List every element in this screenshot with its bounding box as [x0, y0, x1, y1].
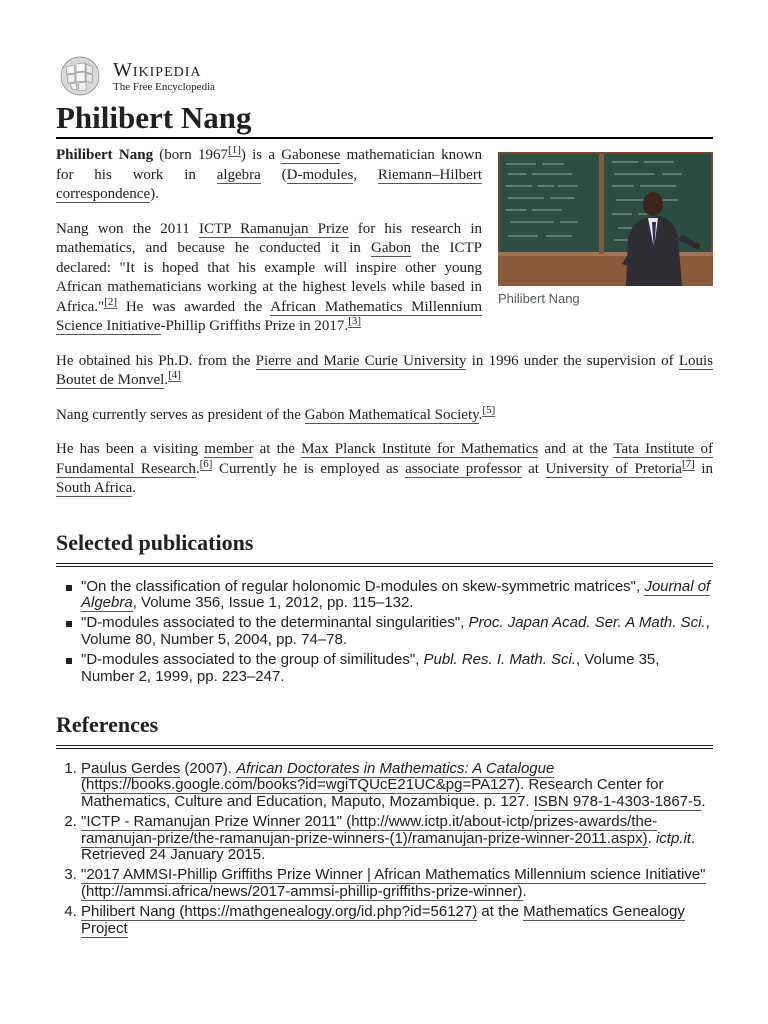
university-of-pretoria-link[interactable]: University of Pretoria [545, 460, 682, 477]
tata-institute-link[interactable]: Tata Institute of Fundamental Research [56, 441, 714, 477]
ref-url: (https://books.google.com/books?id=wgiTQUcE21UC&pg=PA127) [81, 776, 521, 794]
text: (2007). [180, 759, 237, 777]
reference-item [81, 867, 713, 900]
text: ) is a [240, 147, 282, 163]
text: Nang won the 2011 [56, 220, 199, 237]
pub-journal: Proc. Japan Acad. Ser. A Math. Sci. [468, 614, 706, 632]
gabon-link[interactable]: Gabon [371, 240, 412, 256]
riemann-hilbert-link[interactable]: Riemann–Hilbert correspondence [56, 166, 482, 202]
text: mathematician known for his work in [56, 147, 482, 183]
citation-4-link[interactable]: [4] [168, 369, 181, 381]
ictp-ref-link[interactable]: "ICTP - Ramanujan Prize Winner 2011" (http://www.ictp.it/about-ictp/prizes-awards/the-ramanujan-prize/the-ramanujan-prize-winners-(1)/ramanujan-prize-winner-2011.aspx) [81, 813, 658, 847]
ref-author-link[interactable]: Paulus Gerdes [81, 759, 181, 777]
text: ). [150, 186, 159, 202]
ictp-ramanujan-prize-link[interactable]: ICTP Ramanujan Prize [198, 220, 349, 237]
text: . [647, 829, 656, 847]
article [56, 54, 713, 941]
isbn-link[interactable]: 978-1-4303-1867-5 [568, 792, 702, 810]
south-africa-link[interactable]: South Africa [56, 480, 133, 496]
text: -Phillip Griffiths Prize in 2017. [160, 318, 349, 334]
society-paragraph [56, 403, 713, 426]
citation-6-link[interactable]: [6] [199, 457, 213, 470]
text: for his research in mathematics, and because he conducted it in [56, 220, 482, 256]
text: at the [477, 903, 524, 921]
reference-item [81, 814, 713, 863]
text: ( [260, 166, 287, 183]
text: . [478, 406, 483, 423]
d-modules-link[interactable]: D-modules [286, 166, 354, 183]
ref-book-title: African Doctorates in Mathematics: A Catalogue [236, 759, 555, 777]
list-item [81, 615, 713, 648]
pierre-marie-curie-link[interactable]: Pierre and Marie Curie University [255, 352, 467, 369]
publications-list [56, 579, 713, 685]
reference-item [81, 761, 713, 810]
max-planck-link[interactable]: Max Planck Institute for Mathematics [301, 441, 539, 457]
bullet-icon [66, 585, 72, 591]
figure-caption: Philibert Nang [498, 291, 580, 306]
reference-item [81, 904, 713, 937]
page-title: Philibert Nang [56, 100, 713, 139]
pub-journal: Publ. Res. I. Math. Sci. [423, 651, 577, 669]
subject-name: Philibert Nang [56, 147, 154, 163]
text: . Retrieved 24 January 2015. [81, 829, 696, 863]
wordmark-tagline: The Free Encyclopedia [113, 80, 216, 93]
list-item [81, 652, 713, 685]
text: . [132, 480, 136, 496]
ammsi-ref-link[interactable]: "2017 AMMSI-Phillip Griffiths Prize Winner | African Mathematics Millennium science Initiative" (http://ammsi.africa/news/2017-ammsi-phillip-griffiths-prize-winner) [81, 866, 706, 900]
text: , [353, 166, 378, 183]
section-heading-references: References [56, 711, 713, 749]
text: . [522, 882, 527, 900]
pub-title: "On the classification of regular holonomic D-modules on skew-symmetric matrices", [81, 577, 645, 595]
mathgenealogy-ref-link[interactable]: Philibert Nang (https://mathgenealogy.org/id.php?id=56127) [81, 903, 478, 921]
text: Currently he is employed as [212, 460, 406, 477]
bullet-icon [66, 658, 72, 664]
references-list [56, 761, 713, 937]
citation-7-link[interactable]: [7] [681, 457, 695, 470]
text: . [701, 792, 706, 810]
text: . [164, 372, 169, 388]
infobox-figure [498, 152, 713, 306]
pub-title: "D-modules associated to the determinantal singularities", [81, 614, 469, 632]
text: the ICTP declared: "It is hoped that his example will inspire other young African mathematicians working at the highest levels while based in Africa." [56, 240, 482, 315]
text: He has been a visiting [56, 441, 205, 457]
section-heading-publications: Selected publications [56, 529, 713, 567]
associate-professor-link[interactable]: associate professor [405, 460, 522, 477]
bullet-icon [66, 621, 72, 627]
text: Nang currently serves as president of the [56, 406, 305, 423]
citation-3-link[interactable]: [3] [348, 315, 362, 327]
isbn-label-link[interactable]: ISBN [533, 792, 569, 810]
pub-title: "D-modules associated to the group of similitudes", [81, 651, 424, 669]
text: in [694, 460, 713, 477]
pub-details: , Volume 35, Number 2, 1999, pp. 223–247. [81, 651, 660, 685]
text: in 1996 under the supervision of [466, 352, 679, 369]
wikipedia-wordmark[interactable] [113, 60, 215, 93]
gabon-math-society-link[interactable]: Gabon Mathematical Society [304, 406, 479, 423]
pub-details: , Volume 80, Number 5, 2004, pp. 74–78. [81, 614, 710, 648]
gabonese-link[interactable]: Gabonese [281, 147, 341, 163]
text: at [521, 460, 546, 477]
text: . Research Center for Mathematics, Culture and Education, Maputo, Mozambique. p. 127. [81, 776, 664, 810]
citation-2-link[interactable]: [2] [104, 295, 118, 308]
citation-5-link[interactable]: [5] [482, 403, 496, 416]
education-paragraph [56, 352, 713, 391]
citation-1-link[interactable]: [1] [228, 144, 241, 156]
member-link[interactable]: member [204, 441, 254, 457]
ref-site: ictp.it [655, 829, 691, 847]
text: . [195, 460, 200, 477]
pub-details: , Volume 356, Issue 1, 2012, pp. 115–132. [132, 593, 414, 611]
algebra-link[interactable]: algebra [216, 166, 261, 183]
text: and at the [538, 441, 614, 457]
text: He obtained his Ph.D. from the [56, 352, 256, 369]
site-header [56, 54, 713, 98]
article-body [56, 146, 713, 499]
journal-of-algebra-link[interactable]: Journal of Algebra [81, 577, 711, 611]
list-item [81, 579, 713, 612]
wikipedia-globe-logo[interactable] [56, 55, 105, 97]
math-genealogy-project-link[interactable]: Mathematics Genealogy Project [81, 903, 685, 937]
career-paragraph [56, 440, 713, 499]
portrait-photo[interactable] [498, 152, 713, 286]
text: at the [253, 441, 302, 457]
ammsi-link[interactable]: African Mathematics Millennium Science Initiative [56, 298, 482, 334]
text: He was awarded the [117, 298, 271, 315]
boutet-de-monvel-link[interactable]: Louis Boutet de Monvel [56, 352, 713, 388]
wordmark-title: Wikipedia [113, 58, 202, 81]
text: (born 1967 [153, 147, 229, 163]
